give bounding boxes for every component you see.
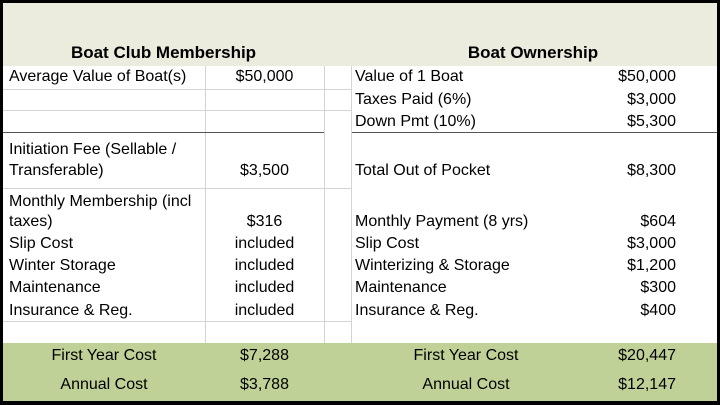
left-value: included — [234, 235, 295, 252]
left-first-year-label: First Year Cost — [51, 347, 157, 364]
right-label: Total Out of Pocket — [355, 162, 491, 179]
right-value: $8,300 — [627, 162, 676, 179]
grid-line — [324, 66, 325, 343]
right-label: Maintenance — [355, 279, 447, 296]
left-label: Maintenance — [9, 279, 101, 296]
right-first-year-value: $20,447 — [618, 347, 676, 364]
left-label: Initiation Fee (Sellable / — [9, 141, 177, 158]
grid-line — [3, 188, 352, 189]
grid-line — [3, 89, 352, 90]
right-value: $3,000 — [627, 235, 676, 252]
right-value: $5,300 — [627, 113, 676, 130]
comparison-sheet — [3, 3, 717, 401]
right-annual-value: $12,147 — [618, 376, 676, 393]
left-annual-value: $3,788 — [240, 376, 289, 393]
left-label: Insurance & Reg. — [9, 302, 133, 319]
left-value: $50,000 — [235, 68, 294, 85]
left-label: Average Value of Boat(s) — [9, 68, 187, 85]
left-label: Slip Cost — [9, 235, 74, 252]
left-table-title: Boat Club Membership — [70, 43, 257, 62]
grid-line — [351, 66, 352, 343]
right-value: $604 — [640, 213, 676, 230]
left-label: Winter Storage — [9, 257, 116, 274]
right-value: $3,000 — [627, 91, 676, 108]
right-value: $400 — [640, 302, 676, 319]
grid-line — [3, 321, 352, 322]
right-first-year-label: First Year Cost — [413, 347, 519, 364]
section-divider — [3, 132, 324, 133]
left-first-year-value: $7,288 — [240, 347, 289, 364]
right-table-title: Boat Ownership — [467, 43, 599, 62]
right-value: $300 — [640, 279, 676, 296]
left-label-continued: Transferable) — [9, 162, 104, 179]
section-divider — [352, 132, 717, 133]
right-label: Winterizing & Storage — [355, 257, 510, 274]
right-label: Slip Cost — [355, 235, 420, 252]
right-label: Down Pmt (10%) — [355, 113, 476, 130]
left-value: $316 — [246, 213, 283, 230]
right-label: Taxes Paid (6%) — [355, 91, 472, 108]
left-value: $3,500 — [240, 162, 289, 179]
right-label: Insurance & Reg. — [355, 302, 479, 319]
left-label: Monthly Membership (incl — [9, 193, 192, 210]
right-annual-label: Annual Cost — [422, 376, 510, 393]
left-label-continued: taxes) — [9, 213, 53, 230]
left-value: included — [234, 257, 295, 274]
right-value: $50,000 — [618, 68, 676, 85]
grid-line — [3, 110, 352, 111]
left-value: included — [234, 279, 295, 296]
right-label: Monthly Payment (8 yrs) — [355, 213, 529, 230]
right-label: Value of 1 Boat — [355, 68, 464, 85]
left-value: included — [234, 302, 295, 319]
right-value: $1,200 — [627, 257, 676, 274]
left-annual-label: Annual Cost — [60, 376, 148, 393]
